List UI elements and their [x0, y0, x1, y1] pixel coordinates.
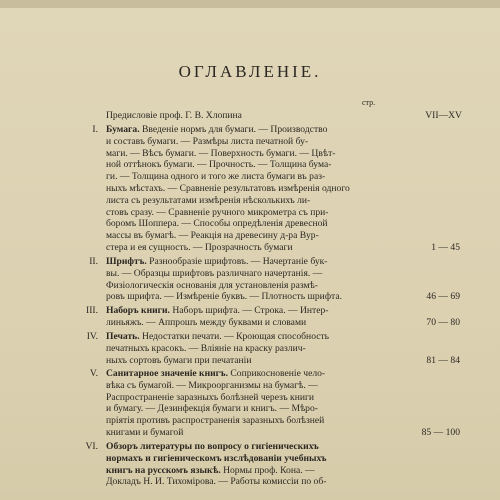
- section-number: III.: [86, 305, 98, 316]
- section-pages: 70 — 80: [426, 316, 460, 328]
- toc-text: массы въ бумагѣ. — Реакція на древесину д-ра Вур-: [106, 230, 319, 242]
- toc-text: Введеніе нормъ для бумаги. — Производство: [142, 124, 328, 135]
- section-pages: 46 — 69: [426, 291, 460, 303]
- section-number: II.: [89, 256, 98, 267]
- toc-text: пріятія противъ распространенія заразныхъ болѣзней: [106, 415, 325, 427]
- toc-text: боромъ Шоппера. — Способы опредѣленія древесной: [106, 218, 328, 230]
- section-heading: Бумага.: [106, 124, 140, 135]
- toc-text: Соприкосновеніе чело-: [230, 368, 326, 379]
- section-number: V.: [89, 368, 98, 379]
- toc-text: ги. — Толщина одного и того же листа бумаги въ раз-: [106, 171, 326, 183]
- section-pages: 85 — 100: [421, 427, 460, 438]
- preface-text: Предисловіе проф. Г. В. Хлопина: [106, 110, 242, 121]
- section-heading-cont: нормахъ и гигіеническомъ изслѣдованіи учебныхъ: [106, 452, 327, 464]
- section-pages: 1 — 45: [431, 242, 460, 253]
- section-heading: Санитарное значеніе книгъ.: [106, 368, 228, 379]
- toc-text: маги. — Вѣсъ бумаги. — Поверхность бумаги. — Цвѣт-: [106, 147, 336, 159]
- section-number: IV.: [86, 331, 98, 342]
- preface-pages: VII—XV: [425, 110, 462, 121]
- toc-text: Докладъ Н. И. Тихомірова. — Работы комиссіи по об-: [106, 476, 327, 488]
- section-heading: Шрифтъ.: [106, 256, 147, 267]
- toc-text: листа съ результатами измѣренія нѣсколькихъ ли-: [106, 194, 311, 206]
- section-heading: Наборъ книги.: [106, 305, 170, 316]
- toc-text: ныхъ мѣстахъ. — Сравненіе результатовъ измѣренія одного: [106, 183, 350, 194]
- section-number: I.: [92, 124, 98, 135]
- toc-text: и бумагу. — Дезинфекція бумаги и книгъ. — Мѣро-: [106, 403, 318, 415]
- toc-text: и составъ бумаги. — Размѣры листа печатной бу-: [106, 135, 309, 147]
- toc-text: стовъ сразу. — Сравненіе ручного микрометра съ при-: [106, 206, 329, 218]
- page-column-label: стр.: [362, 98, 376, 107]
- toc-text: стера и ея сущность. — Прозрачность бумаги: [106, 242, 293, 253]
- section-heading-cont: книгъ на русскомъ языкѣ.: [106, 464, 221, 476]
- toc-text: Физіологическія основанія для установленія размѣ-: [106, 279, 318, 291]
- toc-text: ровъ шрифта. — Измѣреніе буквъ. — Плотность шрифта.: [106, 291, 342, 303]
- toc-text: линьяжъ. — Аппрошъ между буквами и словами: [106, 316, 307, 328]
- toc-text: Распространеніе заразныхъ болѣзней черезъ книги: [106, 391, 315, 403]
- toc-text: вы. — Образцы шрифтовъ различнаго начертанія. —: [106, 267, 323, 279]
- toc-text: книгами и бумагой: [106, 427, 184, 438]
- toc-text: Наборъ шрифта. — Строка. — Интер-: [172, 305, 329, 316]
- toc-text: Недостатки печати. — Кроющая способность: [142, 331, 330, 342]
- section-number: VI.: [85, 441, 98, 452]
- toc-text: ныхъ сортовъ бумаги при печатаніи: [106, 354, 252, 366]
- section-heading: Печать.: [106, 331, 140, 342]
- toc-text: Нормы проф. Кона. —: [223, 464, 315, 476]
- toc-text: вѣка съ бумагой. — Микроорганизмы на бумагѣ. —: [106, 379, 318, 391]
- section-pages: 81 — 84: [426, 354, 460, 366]
- section-heading: Обзоръ литературы по вопросу о гигіеническихъ: [106, 441, 319, 452]
- page-title: ОГЛАВЛЕНІЕ.: [178, 62, 322, 81]
- toc-text: печатныхъ красокъ. — Вліяніе на краску различ-: [106, 342, 306, 354]
- toc-text: Разнообразіе шрифтовъ. — Начертаніе бук-: [149, 256, 328, 267]
- page-edge: [0, 0, 500, 8]
- toc-text: ной оттѣнокъ бумаги. — Прочность. — Толщина бума-: [106, 159, 332, 171]
